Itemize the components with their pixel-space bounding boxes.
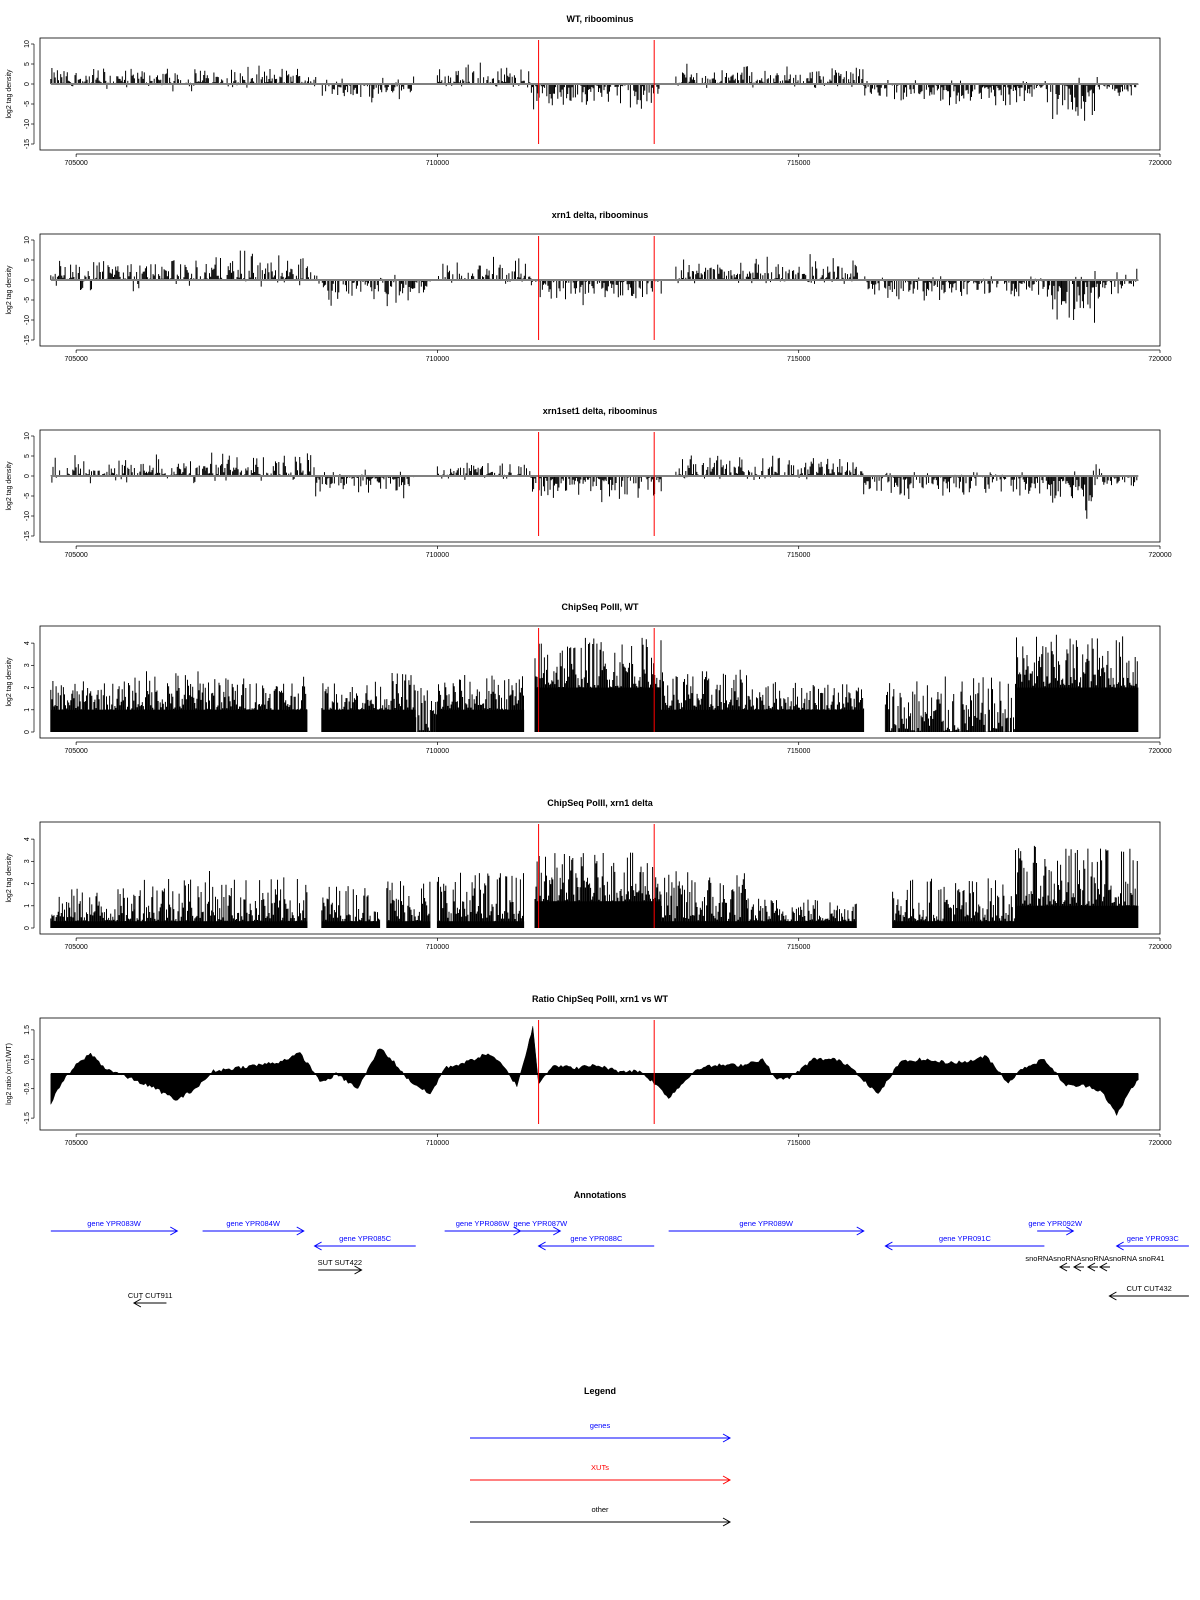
x-tick-label: 720000	[1148, 748, 1172, 755]
data-bars	[893, 878, 1015, 928]
data-fill	[134, 921, 213, 928]
chart-title: Ratio ChipSeq PolII, xrn1 vs WT	[531, 994, 669, 1004]
y-tick-label: -0.5	[24, 1082, 31, 1095]
data-bars	[437, 873, 523, 928]
y-tick-label: 0	[24, 730, 31, 734]
data-series	[51, 635, 1139, 732]
data-fill	[322, 921, 380, 928]
chart-title: WT, riboominus	[566, 14, 634, 24]
y-axis-label: log2 tag density	[6, 69, 13, 119]
x-tick-label: 715000	[787, 160, 811, 167]
cluster-label: snoRNAsnoRNAsnoRNAsnoRNA snoR41	[1025, 1254, 1165, 1263]
feature-gene-ypr084w	[203, 1219, 304, 1235]
x-tick-label: 705000	[64, 748, 88, 755]
data-bars	[1052, 277, 1095, 323]
x-tick-label: 715000	[787, 1140, 811, 1147]
feature-gene-ypr086w	[445, 1219, 521, 1235]
x-tick-label: 710000	[425, 944, 450, 951]
y-axis-label: log2 tag density	[6, 265, 13, 315]
plot-frame	[40, 430, 1160, 542]
data-fill	[221, 710, 308, 732]
feature-label: gene YPR092W	[1028, 1219, 1083, 1228]
feature-cut-cut911	[128, 1291, 173, 1307]
legend-label: genes	[589, 1421, 611, 1430]
data-fill	[437, 710, 524, 732]
legend-title: Legend	[583, 1386, 617, 1396]
y-tick-label: -5	[24, 296, 31, 304]
x-tick-label: 705000	[64, 356, 88, 363]
feature-label: gene YPR091C	[938, 1234, 991, 1243]
legend-panel	[470, 1386, 730, 1526]
y-tick-label: -1.5	[24, 1112, 31, 1125]
feature-label: gene YPR083W	[87, 1219, 141, 1228]
plot-frame	[40, 38, 1160, 150]
y-tick-label: -15	[24, 138, 31, 150]
y-tick-label: -10	[24, 510, 31, 522]
snorna-cluster	[1025, 1254, 1164, 1271]
data-bars	[531, 476, 661, 502]
data-fill	[1015, 688, 1138, 732]
feature-gene-ypr085c	[315, 1234, 416, 1250]
x-tick-label: 710000	[425, 1140, 450, 1147]
plot-frame	[40, 234, 1160, 346]
y-tick-label: 1	[24, 903, 31, 908]
data-fill	[535, 688, 661, 732]
chart-panel-4	[6, 602, 1172, 755]
chart-panel-1	[6, 14, 1172, 167]
data-fill	[51, 921, 134, 928]
data-fill	[893, 921, 1016, 928]
y-tick-label: 5	[24, 62, 31, 66]
x-tick-label: 715000	[787, 552, 811, 559]
data-bars	[51, 455, 206, 484]
feature-gene-ypr089w	[669, 1219, 864, 1235]
legend-item-genes	[470, 1421, 730, 1442]
legend-item-xuts	[470, 1463, 730, 1484]
y-tick-label: 4	[24, 837, 31, 842]
data-bars	[661, 871, 747, 928]
y-tick-label: 2	[24, 685, 31, 690]
data-fill	[387, 921, 430, 928]
x-tick-label: 715000	[787, 356, 811, 363]
x-tick-label: 720000	[1148, 944, 1172, 951]
chart-panel-5	[6, 798, 1172, 951]
data-fill	[134, 710, 221, 732]
y-tick-label: 1	[24, 707, 31, 712]
data-series	[51, 453, 1139, 519]
data-fill	[748, 710, 864, 732]
x-tick-label: 720000	[1148, 356, 1172, 363]
data-series	[51, 251, 1139, 323]
y-tick-label: -15	[24, 334, 31, 346]
x-tick-label: 710000	[425, 356, 450, 363]
chart-title: ChipSeq PolII, xrn1 delta	[547, 798, 653, 808]
x-tick-label: 710000	[425, 748, 450, 755]
feature-label: gene YPR093C	[1126, 1234, 1179, 1243]
feature-label: CUT CUT432	[1126, 1284, 1172, 1293]
y-tick-label: 10	[24, 432, 31, 440]
x-tick-label: 710000	[425, 552, 450, 559]
x-tick-label: 720000	[1148, 160, 1172, 167]
y-tick-label: 1.5	[24, 1025, 31, 1035]
y-tick-label: -15	[24, 530, 31, 542]
chart-panel-3	[6, 406, 1172, 559]
legend-label: XUTs	[591, 1463, 609, 1472]
data-series	[51, 63, 1139, 121]
data-bars	[315, 77, 415, 103]
chart-title: xrn1set1 delta, riboominus	[542, 406, 658, 416]
y-tick-label: -10	[24, 314, 31, 326]
x-tick-label: 705000	[64, 944, 88, 951]
data-bars	[885, 677, 1014, 733]
x-tick-label: 705000	[64, 1140, 88, 1147]
ratio-area	[51, 1026, 1139, 1115]
data-series	[51, 846, 1139, 928]
data-series	[51, 1026, 1139, 1115]
feature-label: gene YPR087W	[513, 1219, 568, 1228]
data-bars	[387, 881, 430, 928]
feature-gene-ypr093c	[1117, 1234, 1189, 1250]
y-tick-label: 3	[24, 859, 31, 864]
y-tick-label: 10	[24, 236, 31, 244]
data-bars	[134, 871, 213, 928]
feature-label: gene YPR085C	[339, 1234, 392, 1243]
feature-label: gene YPR086W	[455, 1219, 510, 1228]
data-bars	[531, 84, 661, 109]
chart-panel-6	[6, 994, 1172, 1147]
data-fill	[322, 710, 387, 732]
y-tick-label: -5	[24, 492, 31, 500]
data-bars	[1052, 471, 1095, 519]
legend-item-other	[470, 1505, 730, 1526]
data-fill	[437, 921, 524, 928]
x-tick-label: 720000	[1148, 1140, 1172, 1147]
data-fill	[51, 710, 134, 732]
feature-label: gene YPR084W	[226, 1219, 280, 1228]
x-tick-label: 705000	[64, 552, 88, 559]
feature-label: CUT CUT911	[127, 1291, 173, 1300]
x-tick-label: 720000	[1148, 552, 1172, 559]
data-fill	[213, 921, 307, 928]
y-tick-label: 0.5	[24, 1054, 31, 1065]
feature-gene-ypr087w	[514, 1219, 569, 1235]
y-tick-label: 5	[24, 258, 31, 262]
data-fill	[661, 921, 748, 928]
x-tick-label: 715000	[787, 748, 811, 755]
data-fill	[661, 710, 748, 732]
data-bars	[213, 877, 307, 928]
data-fill	[387, 710, 416, 732]
feature-gene-ypr083w	[51, 1219, 177, 1235]
feature-label: SUT SUT422	[317, 1258, 363, 1267]
chart-title: xrn1 delta, riboominus	[551, 210, 649, 220]
y-tick-label: 0	[24, 926, 31, 930]
data-fill	[748, 921, 856, 928]
y-axis-label: log2 tag density	[6, 461, 13, 511]
legend-label: other	[591, 1505, 609, 1514]
data-bars	[1095, 269, 1138, 299]
y-axis-label: log2 ratio (xrn1/WT)	[6, 1043, 13, 1105]
feature-cut-cut432	[1109, 1284, 1188, 1300]
data-bars	[437, 463, 531, 480]
feature-gene-ypr091c	[885, 1234, 1044, 1250]
annotations-title: Annotations	[573, 1190, 627, 1200]
data-bars	[416, 688, 437, 732]
y-tick-label: 0	[24, 474, 31, 478]
chart-title: ChipSeq PolII, WT	[561, 602, 639, 612]
y-tick-label: 0	[24, 278, 31, 282]
y-axis-label: log2 tag density	[6, 657, 13, 707]
y-tick-label: -5	[24, 100, 31, 108]
y-tick-label: 2	[24, 881, 31, 886]
x-tick-label: 715000	[787, 944, 811, 951]
y-tick-label: 3	[24, 663, 31, 668]
x-tick-label: 705000	[64, 160, 88, 167]
data-bars	[51, 68, 206, 91]
data-fill	[1015, 906, 1138, 928]
y-tick-label: 4	[24, 641, 31, 646]
y-axis-label: log2 tag density	[6, 853, 13, 903]
feature-label: gene YPR088C	[570, 1234, 623, 1243]
data-bars	[206, 251, 314, 287]
data-fill	[535, 901, 661, 928]
y-tick-label: 10	[24, 40, 31, 48]
annotations-panel	[51, 1190, 1189, 1307]
y-tick-label: 5	[24, 454, 31, 458]
feature-label: gene YPR089W	[739, 1219, 794, 1228]
data-bars	[1095, 77, 1138, 96]
chart-panel-2	[6, 210, 1172, 363]
feature-gene-ypr088c	[539, 1234, 655, 1250]
y-tick-label: -10	[24, 118, 31, 130]
feature-gene-ypr092w	[1028, 1219, 1083, 1235]
data-bars	[531, 280, 661, 305]
data-bars	[51, 260, 206, 291]
x-tick-label: 710000	[425, 160, 450, 167]
feature-sut-sut422	[318, 1258, 362, 1274]
data-bars	[315, 470, 415, 499]
y-tick-label: 0	[24, 82, 31, 86]
